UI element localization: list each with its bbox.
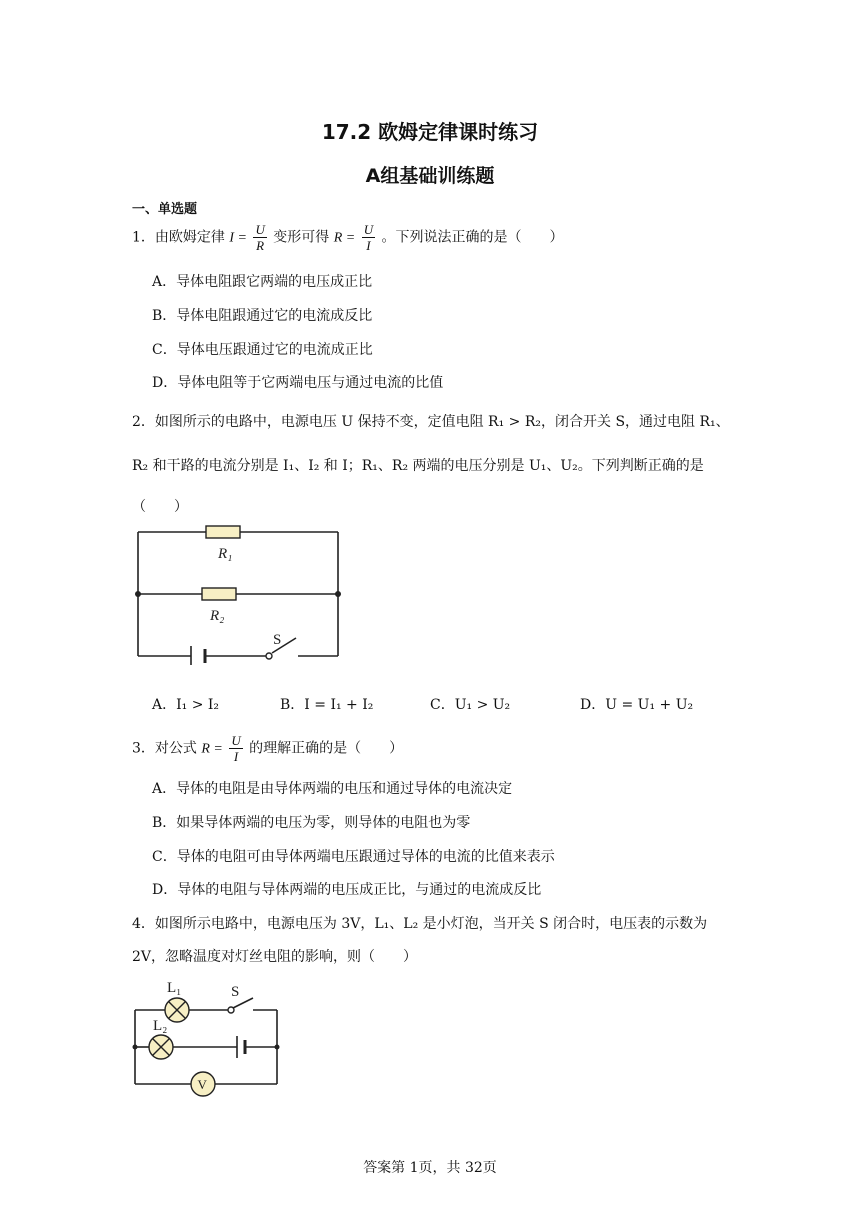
question-3-option-c: C．导体的电阻可由导体两端电压跟通过导体的电流的比值来表示: [152, 849, 555, 865]
question-3-option-a: A．导体的电阻是由导体两端的电压和通过导体的电流决定: [152, 781, 513, 797]
question-2-option-a: A．I₁ > I₂: [152, 697, 220, 713]
section-heading: 一、单选题: [132, 202, 198, 217]
question-1-middle: 变形可得: [273, 229, 330, 246]
question-1-option-a: A．导体电阻跟它两端的电压成正比: [152, 274, 373, 290]
question-4-line-1: 4．如图所示电路中，电源电压为 3V，L₁、L₂ 是小灯泡，当开关 S 闭合时，电压表的示数为: [132, 916, 708, 932]
label-switch: S: [231, 984, 240, 1000]
formula-3-fraction: [229, 733, 242, 764]
label-voltmeter: V: [197, 1077, 207, 1092]
label-switch: S: [273, 632, 282, 648]
question-4-line-2: 2V，忽略温度对灯丝电阻的影响，则（ ）: [132, 949, 418, 965]
formula-2-lhs: R =: [333, 230, 356, 246]
question-2-option-b: B．I = I₁ + I₂: [280, 697, 374, 713]
question-1-option-d: D．导体电阻等于它两端电压与通过电流的比值: [152, 375, 444, 391]
question-2-option-c: C．U₁ > U₂: [430, 697, 511, 713]
junction-left: [135, 591, 141, 597]
question-1-suffix: 。下列说法正确的是（ ）: [381, 229, 564, 246]
lamp-l2-icon: [149, 1035, 173, 1059]
formula-2-denominator: I: [366, 238, 371, 253]
junction-right: [275, 1045, 280, 1050]
label-l2: L₂: [153, 1018, 168, 1034]
label-l1: L₁: [167, 980, 182, 996]
question-1-prefix: 1．由欧姆定律: [132, 229, 225, 246]
formula-3-numerator: U: [231, 733, 241, 748]
question-3-suffix: 的理解正确的是（ ）: [249, 740, 404, 757]
resistor-r1: [206, 526, 240, 538]
question-1-stem: [132, 222, 564, 253]
formula-1-denominator: R: [256, 238, 265, 253]
page-footer: 答案第 1页，共 32页: [363, 1160, 497, 1176]
junction-right: [335, 591, 341, 597]
label-r2: R₂: [210, 608, 225, 624]
formula-1-fraction: [253, 222, 266, 253]
formula-2-fraction: [362, 222, 375, 253]
formula-2-numerator: U: [363, 222, 374, 237]
question-2-option-d: D．U = U₁ + U₂: [580, 697, 694, 713]
battery-symbol: [237, 1036, 245, 1058]
question-4-circuit-diagram: [125, 976, 290, 1098]
formula-3-lhs: R =: [201, 741, 223, 757]
question-2-line-2: R₂ 和干路的电流分别是 I₁、I₂ 和 I；R₁、R₂ 两端的电压分别是 U₁、U₂。下列判断正确的是: [132, 458, 704, 474]
formula-3-denominator: I: [233, 749, 239, 764]
document-subtitle: A组基础训练题: [365, 165, 495, 187]
question-3-option-b: B．如果导体两端的电压为零，则导体的电阻也为零: [152, 815, 471, 831]
formula-1-lhs: I =: [229, 230, 247, 246]
resistor-r2: [202, 588, 236, 600]
question-3-option-d: D．导体的电阻与导体两端的电压成正比，与通过的电流成反比: [152, 882, 542, 898]
question-2-line-3: （ ）: [132, 499, 188, 515]
question-3-prefix: 3．对公式: [132, 740, 197, 757]
switch-contact: [228, 1007, 234, 1013]
question-3-stem: [132, 733, 403, 764]
switch-contact: [266, 653, 272, 659]
battery-symbol: [191, 646, 205, 665]
document-title: 17.2 欧姆定律课时练习: [321, 120, 539, 144]
junction-left: [133, 1045, 138, 1050]
lamp-l1-icon: [165, 998, 189, 1022]
question-2-circuit-diagram: [128, 520, 348, 665]
formula-1-numerator: U: [255, 222, 265, 237]
question-2-line-1: 2．如图所示的电路中，电源电压 U 保持不变，定值电阻 R₁ > R₂，闭合开关 S，通过电阻 R₁、: [132, 414, 730, 430]
question-1-option-c: C．导体电压跟通过它的电流成正比: [152, 342, 373, 358]
question-1-option-b: B．导体电阻跟通过它的电流成反比: [152, 308, 373, 324]
label-r1: R₁: [218, 546, 233, 562]
